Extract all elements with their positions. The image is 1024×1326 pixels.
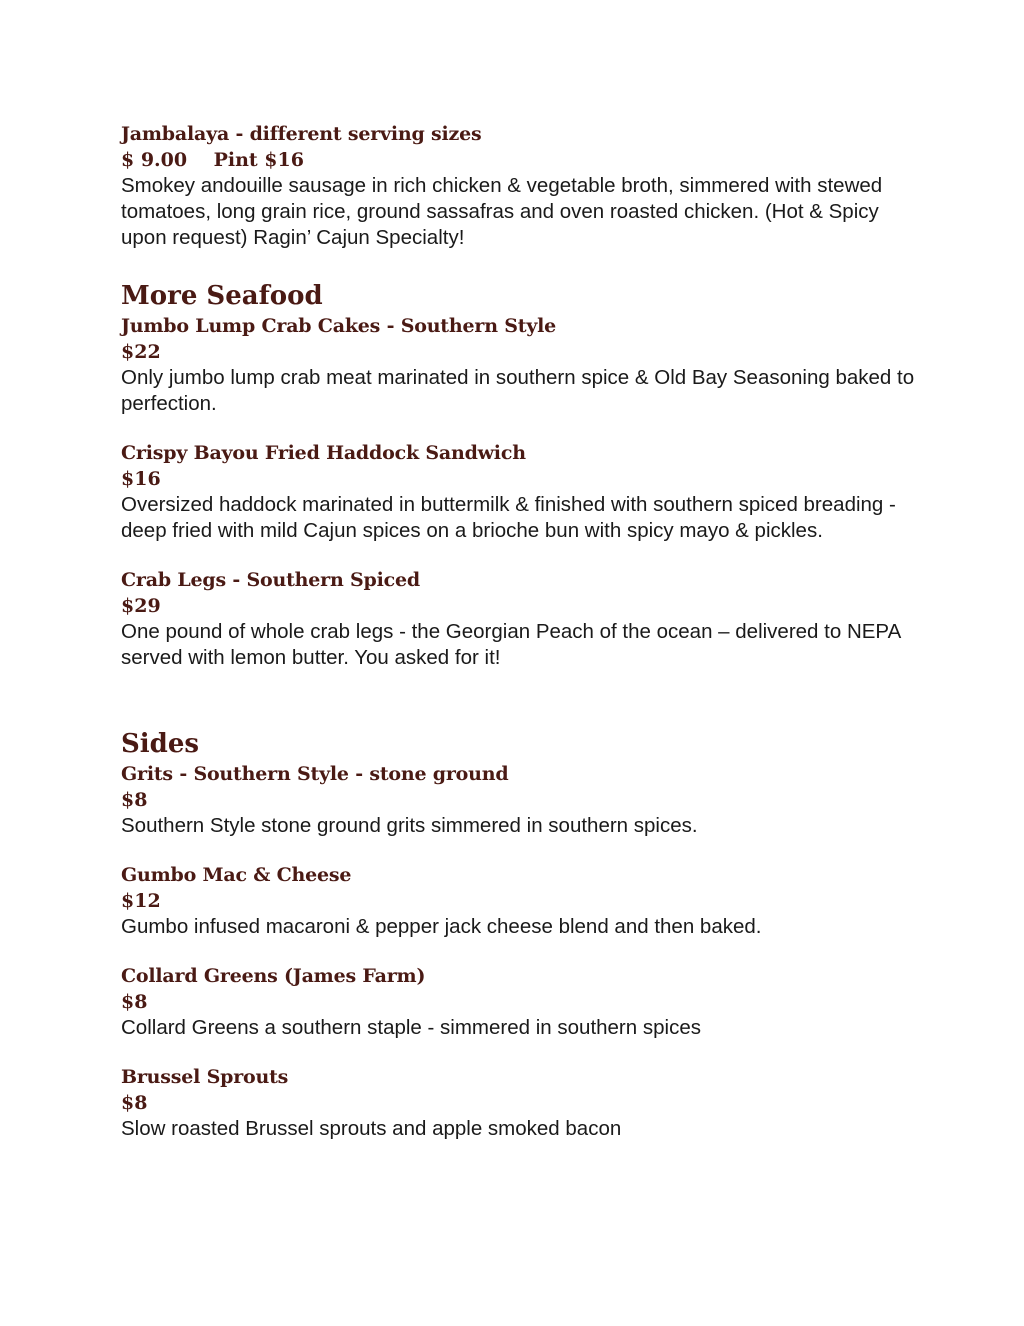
section-title-more-seafood: More Seafood [121, 281, 323, 311]
item-description: One pound of whole crab legs - the Georgian Peach of the ocean – delivered to NEPA served with lemon butter. You asked for it! [121, 620, 901, 669]
item-name: Crispy Bayou Fried Haddock Sandwich [121, 442, 526, 464]
item-description: Oversized haddock marinated in buttermilk & finished with southern spiced breading - deep fried with mild Cajun spices on a brioche bun with spicy mayo & pickles. [121, 493, 896, 542]
section-title-sides: Sides [121, 729, 200, 759]
item-price: $8 [121, 789, 148, 811]
item-price: $29 [121, 595, 161, 617]
menu-item-jambalaya [121, 121, 921, 251]
menu-item-mac-and-cheese [121, 862, 921, 940]
menu-item-haddock-sandwich [121, 440, 921, 544]
menu-item-crab-cakes [121, 313, 921, 417]
item-name: Gumbo Mac & Cheese [121, 864, 352, 886]
item-description: Only jumbo lump crab meat marinated in southern spice & Old Bay Seasoning baked to perfection. [121, 366, 915, 415]
item-price: $8 [121, 991, 148, 1013]
item-description: Slow roasted Brussel sprouts and apple smoked bacon [121, 1117, 622, 1140]
item-name: Brussel Sprouts [121, 1066, 289, 1088]
menu-item-collard-greens [121, 963, 921, 1041]
item-description: Smokey andouille sausage in rich chicken & vegetable broth, simmered with stewed tomatoes, long grain rice, ground sassafras and oven roasted chicken. (Hot & Spicy upon request) Ragin’ Cajun Specialty! [121, 174, 883, 249]
item-description: Gumbo infused macaroni & pepper jack cheese blend and then baked. [121, 915, 762, 938]
item-name: Jambalaya - different serving sizes [121, 123, 482, 145]
menu-item-grits [121, 761, 921, 839]
item-name: Collard Greens (James Farm) [121, 965, 426, 987]
menu-page [121, 121, 921, 1142]
item-name: Jumbo Lump Crab Cakes - Southern Style [121, 315, 557, 337]
item-price: $12 [121, 890, 161, 912]
menu-item-crab-legs [121, 567, 921, 671]
item-description: Southern Style stone ground grits simmered in southern spices. [121, 814, 698, 837]
item-description: Collard Greens a southern staple - simmered in southern spices [121, 1016, 701, 1039]
item-name: Crab Legs - Southern Spiced [121, 569, 420, 591]
item-price: $22 [121, 341, 161, 363]
item-price: $16 [121, 468, 161, 490]
menu-item-brussel-sprouts [121, 1064, 921, 1142]
item-price: $ 9.00 Pint $16 [121, 149, 304, 171]
item-name: Grits - Southern Style - stone ground [121, 763, 509, 785]
item-price: $8 [121, 1092, 148, 1114]
